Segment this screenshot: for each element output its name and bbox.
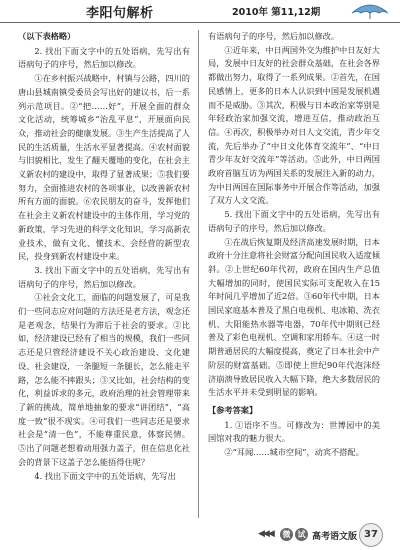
paragraph: ①在乡村振兴战略中，村镇与公路，四川的唐山县城南镇受委员会写出好的建议书，后一系列示范项目。②“把……好”，开展全面的群众文化活动，统筹城乡“治乱平息”，开展面向民众，推动社会的健康发展。③生产生活提高了人民的生活质量，生活水平显著提高。④农村面貌与旧貌相比，发生了翻天覆地的变化，在社会主义新农村的建设中，取得了显著成果；⑤我们要努力，全面推进农村的各项事业，以改善新农村所有方面的面貌。⑥农民朋友的奋斗，发挥他们在社会主义新农村建设中的主体作用，学习党的新政策，学习先进的科学文化知识，学习高新农业技术，做有文化、懂技术、会经营的新型农民，投身到新农村建设中来。: [18, 73, 190, 262]
paragraph: 5. 找出下面文字中的五处语病，先写出有语病句子的序号，然后加以修改。: [208, 209, 380, 233]
paragraph: （以下表格略）: [18, 31, 76, 41]
page-number: 37: [359, 523, 383, 547]
paragraph: 3. 找出下面文字中的五处语病，先写出有语病句子的序号，然后加以修改。: [18, 264, 190, 289]
umbrella-icon: [350, 1, 390, 21]
header-title: 李阳句解析: [86, 6, 154, 21]
paragraph: ①社会文化工，面临的问题发展了，可是我们一些同志应对问题的方法还是老方法，观念还是老观念，结果行为滞后于社会的要求。②比如，经济建设已经有了相当的规模，我们一些同志还是只管经济建设不关心政治建设、文化建设、社会建设，一条腿短一条腿长，怎么能走平路，怎么能不摔跟头；③又比如，社会结构的变化，利益诉求的多元，政府治理的社会管理带来了新的挑战，简单地抽象的要求“讲团结”，“高度一致”很不现实。④可我们一些同志还是要求社会是“清一色”，不能尊重民意，体察民情。⑤出了问题老想着动用强力盖子，但在信息化社会的背景下这盖子怎么能捂得住呢？: [18, 292, 190, 467]
paragraph: ①近年来，中日两国外交为维护中日友好大局，发展中日友好的社会群众基础，在社会各界都做出努力，取得了一系列成果。②首先，在国民感情上，更多的日本人认识到中国是发展机遇而不是威胁。③其次，积极与日本政治家等别是年轻政治家加强交流，增进互信，推动政治互信。④再次，积极举办对日人文交流，青少年交流，先后举办了“中日文化体育交流年”、“中日青少年友好交流年”等活动。⑤此外，中日两国政府首脑互访为两国关系的发展注入新的动力，为中日两国在国际事务中开展合作等活动，加强了双方人文交流。: [208, 44, 380, 206]
right-column: [208, 30, 380, 460]
footer-badge-1: 微: [280, 528, 293, 541]
paragraph: ①在战后恢复期及经济高速发展时期，日本政府十分注意将社会财富分配向国民收入适度倾斜。②上世纪60年代初，政府在国内生产总值大幅增加的同时，使国民实际可支配收入在15年时间几乎增加了近2倍。③60年代中期，日本国民家庭基本普及了黑白电视机、电冰箱、洗衣机、大阳能热水器等电器，70年代中期则已经普及了彩色电视机、空调和家用轿车。④这一时期普通居民的大幅度提高，奠定了日本社会中产阶层的财富基础。⑤即使上世纪90年代泡沫经济崩溃导致居民收入大幅下降，绝大多数居民的生活水平并未受到明显的影响。: [208, 236, 380, 398]
paragraph: 2. 找出下面文字中的五处语病，先写出有语病句子的序号，然后加以修改。: [18, 45, 190, 70]
arrow-left-icon: ◀◀◀: [258, 529, 273, 539]
paragraph: ②“耳闻……城市空间”，动宾不搭配。: [224, 447, 364, 458]
paragraph: 4. 找出下面文字中的五处语病，先写出: [34, 470, 176, 481]
paragraph: 1. ①语序不当。可修改为：世博园中的美国馆对我的魅力很大。: [208, 419, 380, 444]
footer-label: 高考语文版: [312, 532, 358, 542]
footer-badge-2: 试: [295, 528, 308, 541]
header-issue: 2010年 第11,12期: [232, 7, 321, 18]
page-header: [0, 0, 400, 23]
paragraph: 【参考答案】: [208, 404, 258, 415]
column-divider: [198, 30, 199, 518]
paragraph: 有语病句子的序号，然后加以修改。: [208, 31, 340, 41]
left-column: [18, 30, 190, 483]
